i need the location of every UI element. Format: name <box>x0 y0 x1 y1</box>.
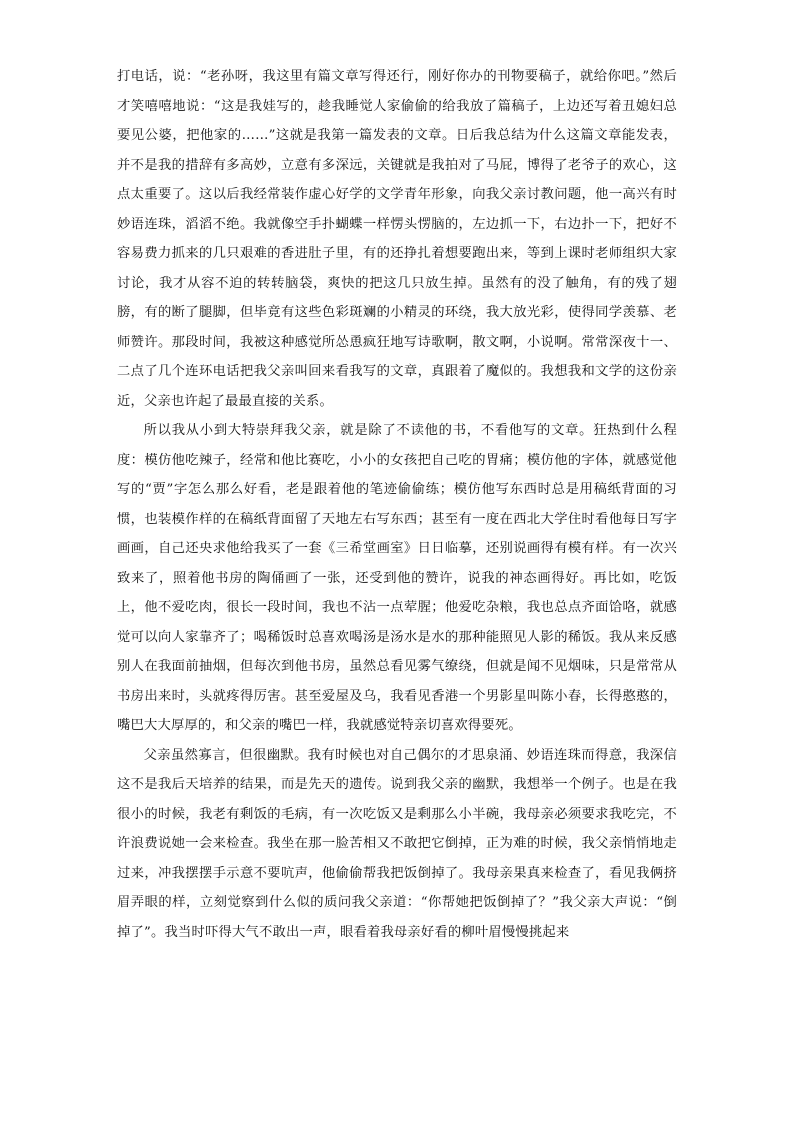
paragraph: 所以我从小到大特崇拜我父亲，就是除了不读他的书，不看他写的文章。狂热到什么程度：模仿他吃辣子，经常和他比赛吃，小小的女孩把自己吃的胃痛；模仿他的字体，就感觉他写的“贾”字怎么那么好看，老是跟着他的笔迹偷偷练；模仿他写东西时总是用稿纸背面的习惯，也装模作样的在稿纸背面留了天地左右写东西；甚至有一度在西北大学住时看他每日写字画画，自己还央求他给我买了一套《三希堂画室》日日临摹，还别说画得有模有样。有一次兴致来了，照着他书房的陶俑画了一张，还受到他的赞许，说我的神态画得好。再比如，吃饭上，他不爱吃肉，很长一段时间，我也不沾一点荤腥；他爱吃杂粮，我也总点齐面饸咯，就感觉可以向人家靠齐了；喝稀饭时总喜欢喝汤是汤水是水的那种能照见人影的稀饭。我从来反感别人在我面前抽烟，但每次到他书房，虽然总看见雾气缭绕，但就是闻不见烟味，只是常常从书房出来时，头就疼得厉害。甚至爱屋及乌，我看见香港一个男影星叫陈小春，长得憨憨的，嘴巴大大厚厚的，和父亲的嘴巴一样，我就感觉特亲切喜欢得要死。 <box>117 423 677 733</box>
paragraph: 父亲虽然寡言，但很幽默。我有时候也对自己偶尔的才思泉涌、妙语连珠而得意，我深信这不是我后天培养的结果，而是先天的遗传。说到我父亲的幽默，我想举一个例子。也是在我很小的时候，我老有剩饭的毛病，有一次吃饭又是剩那么小半碗，我母亲必须要求我吃完，不许浪费说她一会来检查。我坐在那一脸苦相又不敢把它倒掉，正为难的时候，我父亲悄悄地走过来，冲我摆摆手示意不要吭声，他偷偷帮我把饭倒掉了。我母亲果真来检查了，看见我俩挤眉弄眼的样，立刻觉察到什么似的质问我父亲道：“你帮她把饭倒掉了？”我父亲大声说：“倒掉了”。我当时吓得大气不敢出一声，眼看着我母亲好看的柳叶眉慢慢挑起来 <box>117 747 677 940</box>
paragraph: 打电话，说：“老孙呀，我这里有篇文章写得还行，刚好你办的刊物要稿子，就给你吧。”然后才笑嘻嘻地说：“这是我娃写的，趁我睡觉人家偷偷的给我放了篇稿子，上边还写着丑媳妇总要见公婆，把他家的……”这就是我第一篇发表的文章。日后我总结为什么这篇文章能发表，并不是我的措辞有多高妙，立意有多深远，关键就是我拍对了马屁，博得了老爷子的欢心，这点太重要了。这以后我经常装作虚心好学的文学青年形象，向我父亲讨教问题，他一高兴有时妙语连珠，滔滔不绝。我就像空手扑蝴蝶一样愣头愣脑的，左边抓一下，右边扑一下，把好不容易费力抓来的几只艰难的香进肚子里，有的还挣扎着想要跑出来，等到上课时老师组织大家讨论，我才从容不迫的转转脑袋，爽快的把这几只放生掉。虽然有的没了触角，有的残了翅膀，有的断了腿脚，但毕竟有这些色彩斑斓的小精灵的环绕，我大放光彩，使得同学羡慕、老师赞许。那段时间，我被这种感觉所怂恿疯狂地写诗歌啊，散文啊，小说啊。常常深夜十一、二点了几个连环电话把我父亲叫回来看我写的文章，真跟着了魔似的。我想我和文学的这份亲近，父亲也许起了最最直接的关系。 <box>117 69 677 409</box>
document-page <box>117 62 677 1062</box>
